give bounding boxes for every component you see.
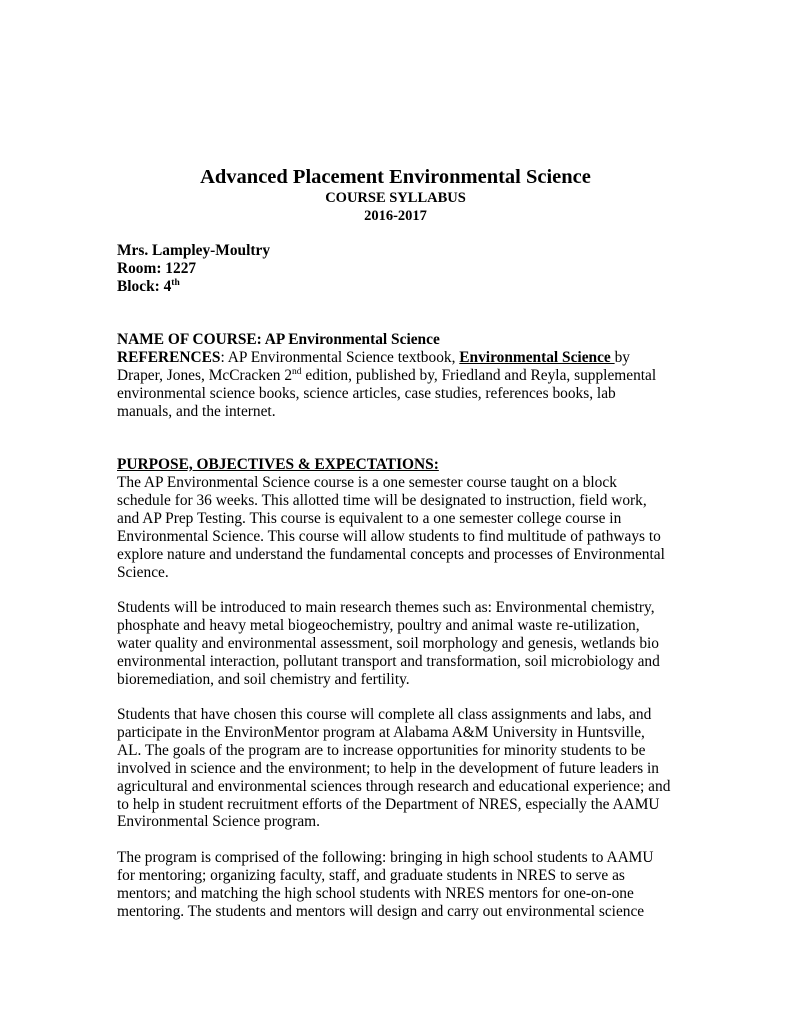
course-name: NAME OF COURSE: AP Environmental Science: [117, 331, 440, 348]
paragraph-line: phosphate and heavy metal biogeochemistry, poultry and animal waste re-utilization,: [117, 616, 640, 634]
purpose-paragraph-1: [117, 474, 677, 581]
reference-book-title: Environmental Science: [459, 348, 615, 366]
teacher-info: [117, 242, 677, 296]
paragraph-line: Science.: [117, 563, 169, 581]
paragraph-line: schedule for 36 weeks. This allotted time will be designated to instruction, field work,: [117, 491, 647, 509]
paragraph-line: involved in science and the environment; to help in the development of future leaders in: [117, 759, 659, 777]
document-title: Advanced Placement Environmental Science: [200, 166, 591, 188]
references-text-4: manuals, and the internet.: [117, 402, 276, 420]
paragraph-line: water quality and environmental assessment, soil morphology and genesis, wetlands bio: [117, 634, 659, 652]
references-text-2b: edition, published by, Friedland and Reyla, supplemental: [301, 366, 657, 384]
paragraph-line: environmental interaction, pollutant transport and transformation, soil microbiology and: [117, 652, 660, 670]
paragraph-line: AL. The goals of the program are to increase opportunities for minority students to be: [117, 741, 646, 759]
block-period-suffix: th: [171, 277, 180, 288]
references-text-1b: by: [614, 348, 630, 366]
edition-suffix: nd: [292, 366, 302, 377]
course-info: [117, 331, 677, 421]
purpose-heading: PURPOSE, OBJECTIVES & EXPECTATIONS:: [117, 456, 439, 473]
paragraph-line: and AP Prep Testing. This course is equivalent to a one semester college course in: [117, 509, 622, 527]
references: [117, 349, 677, 421]
teacher-name: Mrs. Lampley-Moultry: [117, 242, 271, 259]
room-number: Room: 1227: [117, 259, 197, 277]
paragraph-line: participate in the EnvironMentor program at Alabama A&M University in Huntsville,: [117, 723, 645, 741]
paragraph-line: to help in student recruitment efforts of the Department of NRES, especially the AAMU: [117, 795, 660, 813]
references-text-2a: Draper, Jones, McCracken 2: [117, 366, 293, 384]
purpose-paragraph-3: [117, 706, 677, 831]
school-year: 2016-2017: [364, 208, 427, 224]
paragraph-line: bioremediation, and soil chemistry and fertility.: [117, 670, 410, 688]
paragraph-line: agricultural and environmental sciences through research and educational experience; and: [117, 777, 671, 795]
references-text-1a: : AP Environmental Science textbook,: [220, 348, 460, 366]
references-label: REFERENCES: [117, 348, 221, 366]
paragraph-line: The AP Environmental Science course is a one semester course taught on a block: [117, 474, 617, 491]
paragraph-line: mentors; and matching the high school students with NRES mentors for one-on-one: [117, 884, 634, 902]
paragraph-line: for mentoring; organizing faculty, staff, and graduate students in NRES to serve as: [117, 866, 625, 884]
document-subtitle: COURSE SYLLABUS: [325, 190, 466, 206]
references-text-3: environmental science books, science articles, case studies, references books, lab: [117, 384, 616, 402]
block-period-label: Block: 4: [117, 277, 172, 295]
paragraph-line: The program is comprised of the following: bringing in high school students to AAMU: [117, 849, 654, 866]
paragraph-line: Students will be introduced to main research themes such as: Environmental chemistry,: [117, 599, 655, 616]
paragraph-line: Students that have chosen this course will complete all class assignments and labs, and: [117, 706, 652, 723]
paragraph-line: Environmental Science. This course will allow students to find multitude of pathways to: [117, 527, 661, 545]
paragraph-line: Environmental Science program.: [117, 813, 321, 831]
paragraph-line: mentoring. The students and mentors will design and carry out environmental science: [117, 902, 645, 920]
purpose-paragraph-4: [117, 849, 677, 921]
paragraph-line: explore nature and understand the fundamental concepts and processes of Environmental: [117, 545, 665, 563]
block-period: [117, 278, 677, 296]
purpose-paragraph-2: [117, 599, 677, 689]
